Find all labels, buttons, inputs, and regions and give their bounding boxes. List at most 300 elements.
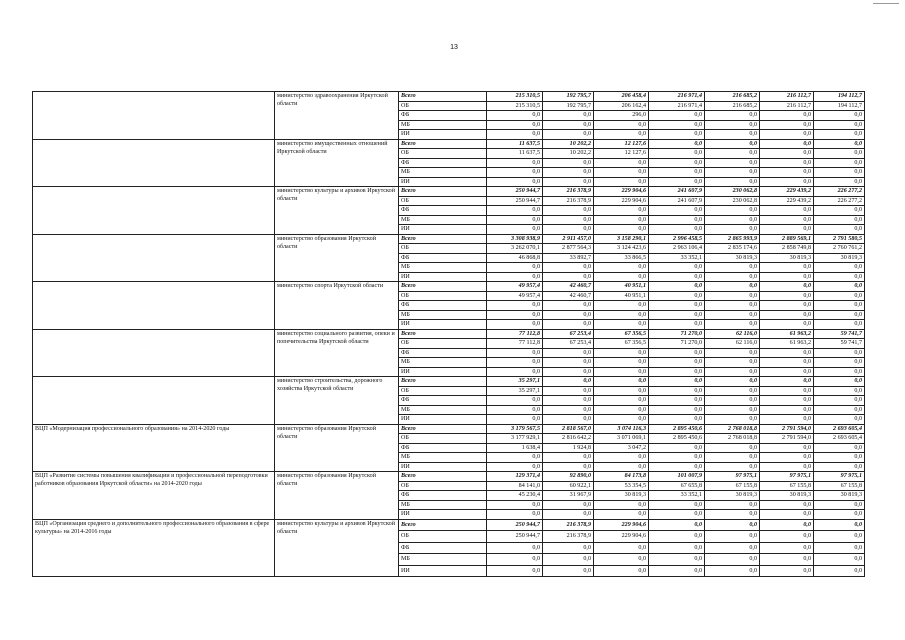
value-cell: 0,0 — [705, 510, 760, 520]
value-cell: 0,0 — [705, 377, 760, 387]
value-cell: 0,0 — [487, 272, 543, 282]
value-cell: 0,0 — [814, 358, 865, 368]
value-cell: 0,0 — [594, 177, 649, 187]
value-cell: 0,0 — [543, 111, 594, 121]
value-cell: 67 155,8 — [760, 481, 814, 491]
value-cell: 0,0 — [487, 120, 543, 130]
value-cell: 0,0 — [760, 168, 814, 178]
value-cell: 0,0 — [649, 225, 705, 235]
value-cell: 0,0 — [487, 158, 543, 168]
value-cell: 0,0 — [814, 348, 865, 358]
value-cell: 0,0 — [760, 542, 814, 554]
funding-source-cell: ОБ — [399, 434, 487, 444]
value-cell: 215 310,5 — [487, 101, 543, 111]
value-cell: 229 904,6 — [594, 196, 649, 206]
value-cell: 229 439,2 — [760, 196, 814, 206]
value-cell: 0,0 — [487, 565, 543, 577]
value-cell: 0,0 — [487, 453, 543, 463]
value-cell: 0,0 — [543, 263, 594, 273]
value-cell: 67 155,8 — [705, 481, 760, 491]
value-cell: 0,0 — [814, 130, 865, 140]
value-cell: 33 866,5 — [594, 253, 649, 263]
value-cell: 0,0 — [594, 565, 649, 577]
value-cell: 0,0 — [543, 367, 594, 377]
funding-source-cell: ФБ — [399, 206, 487, 216]
value-cell: 0,0 — [814, 396, 865, 406]
value-cell: 2 858 749,8 — [760, 244, 814, 254]
funding-source-cell: МБ — [399, 215, 487, 225]
value-cell: 0,0 — [760, 291, 814, 301]
program-cell — [33, 377, 275, 425]
funding-source-cell: ОБ — [399, 386, 487, 396]
value-cell: 0,0 — [705, 225, 760, 235]
value-cell: 0,0 — [543, 348, 594, 358]
value-cell: 0,0 — [543, 358, 594, 368]
value-cell: 0,0 — [649, 462, 705, 472]
value-cell: 49 957,4 — [487, 282, 543, 292]
value-cell: 216 378,9 — [543, 196, 594, 206]
value-cell: 3 308 938,9 — [487, 234, 543, 244]
value-cell: 0,0 — [543, 272, 594, 282]
value-cell: 0,0 — [649, 377, 705, 387]
value-cell: 0,0 — [487, 263, 543, 273]
program-cell — [33, 282, 275, 330]
value-cell: 0,0 — [487, 500, 543, 510]
program-cell — [33, 234, 275, 282]
value-cell: 59 741,7 — [814, 329, 865, 339]
value-cell: 0,0 — [760, 396, 814, 406]
value-cell: 216 685,2 — [705, 101, 760, 111]
value-cell: 0,0 — [814, 377, 865, 387]
value-cell: 216 112,7 — [760, 101, 814, 111]
value-cell: 0,0 — [705, 462, 760, 472]
funding-source-cell: ИИ — [399, 565, 487, 577]
funding-source-cell: МБ — [399, 120, 487, 130]
value-cell: 2 693 605,4 — [814, 434, 865, 444]
value-cell: 0,0 — [649, 531, 705, 543]
value-cell: 0,0 — [814, 310, 865, 320]
funding-source-cell: ИИ — [399, 272, 487, 282]
table-row — [33, 424, 865, 434]
value-cell: 0,0 — [760, 367, 814, 377]
value-cell: 97 975,1 — [760, 472, 814, 482]
value-cell: 77 112,8 — [487, 329, 543, 339]
value-cell: 0,0 — [543, 225, 594, 235]
value-cell: 0,0 — [594, 405, 649, 415]
value-cell: 216 971,4 — [649, 101, 705, 111]
value-cell: 0,0 — [705, 158, 760, 168]
value-cell: 31 967,9 — [543, 491, 594, 501]
value-cell: 0,0 — [814, 367, 865, 377]
value-cell: 0,0 — [594, 358, 649, 368]
value-cell: 12 127,6 — [594, 139, 649, 149]
value-cell: 30 819,3 — [760, 253, 814, 263]
value-cell: 0,0 — [487, 510, 543, 520]
value-cell: 0,0 — [649, 542, 705, 554]
funding-source-cell: ИИ — [399, 510, 487, 520]
value-cell: 0,0 — [649, 443, 705, 453]
value-cell: 0,0 — [649, 215, 705, 225]
value-cell: 0,0 — [814, 443, 865, 453]
executor-cell: министерство культуры и архивов Иркутской области — [275, 187, 399, 235]
value-cell: 33 892,7 — [543, 253, 594, 263]
funding-source-cell: Всего — [399, 234, 487, 244]
value-cell: 61 963,2 — [760, 339, 814, 349]
value-cell: 192 795,7 — [543, 101, 594, 111]
value-cell: 0,0 — [594, 130, 649, 140]
value-cell: 2 963 106,4 — [649, 244, 705, 254]
value-cell: 241 607,9 — [649, 187, 705, 197]
value-cell: 62 116,0 — [705, 339, 760, 349]
corner-mark — [873, 3, 899, 4]
value-cell: 0,0 — [649, 149, 705, 159]
value-cell: 3 047,2 — [594, 443, 649, 453]
funding-source-cell: МБ — [399, 554, 487, 566]
value-cell: 11 637,5 — [487, 139, 543, 149]
value-cell: 0,0 — [543, 168, 594, 178]
value-cell: 229 439,2 — [760, 187, 814, 197]
value-cell: 53 354,5 — [594, 481, 649, 491]
value-cell: 0,0 — [814, 206, 865, 216]
value-cell: 0,0 — [760, 443, 814, 453]
value-cell: 3 158 290,1 — [594, 234, 649, 244]
value-cell: 2 877 564,3 — [543, 244, 594, 254]
value-cell: 0,0 — [649, 500, 705, 510]
value-cell: 0,0 — [594, 310, 649, 320]
value-cell: 2 768 018,8 — [705, 424, 760, 434]
value-cell: 11 637,5 — [487, 149, 543, 159]
funding-source-cell: ИИ — [399, 415, 487, 425]
value-cell: 0,0 — [594, 554, 649, 566]
program-cell: ВЦП «Организация среднего и дополнительного профессионального образования в сфере культуры» на 2014-2016 годы — [33, 519, 275, 577]
value-cell: 0,0 — [487, 348, 543, 358]
value-cell: 0,0 — [594, 542, 649, 554]
value-cell: 216 378,9 — [543, 187, 594, 197]
value-cell: 0,0 — [649, 282, 705, 292]
value-cell: 229 904,6 — [594, 519, 649, 531]
value-cell: 0,0 — [649, 510, 705, 520]
value-cell: 2 996 458,5 — [649, 234, 705, 244]
value-cell: 0,0 — [487, 554, 543, 566]
value-cell: 0,0 — [705, 500, 760, 510]
funding-source-cell: ОБ — [399, 101, 487, 111]
value-cell: 33 352,1 — [649, 491, 705, 501]
value-cell: 2 791 580,5 — [814, 234, 865, 244]
funding-source-cell: ИИ — [399, 225, 487, 235]
value-cell: 0,0 — [705, 301, 760, 311]
value-cell: 0,0 — [760, 453, 814, 463]
value-cell: 206 458,4 — [594, 92, 649, 102]
value-cell: 230 062,8 — [705, 187, 760, 197]
value-cell: 0,0 — [814, 405, 865, 415]
value-cell: 0,0 — [594, 348, 649, 358]
funding-source-cell: ИИ — [399, 177, 487, 187]
value-cell: 0,0 — [705, 519, 760, 531]
value-cell: 49 957,4 — [487, 291, 543, 301]
value-cell: 30 819,3 — [760, 491, 814, 501]
value-cell: 0,0 — [705, 348, 760, 358]
value-cell: 0,0 — [487, 405, 543, 415]
value-cell: 0,0 — [649, 111, 705, 121]
value-cell: 0,0 — [760, 462, 814, 472]
value-cell: 0,0 — [814, 542, 865, 554]
value-cell: 0,0 — [705, 396, 760, 406]
value-cell: 215 310,5 — [487, 92, 543, 102]
value-cell: 0,0 — [814, 519, 865, 531]
value-cell: 0,0 — [649, 348, 705, 358]
value-cell: 0,0 — [760, 519, 814, 531]
value-cell: 0,0 — [705, 358, 760, 368]
value-cell: 10 202,2 — [543, 139, 594, 149]
executor-cell: министерство образования Иркутской области — [275, 472, 399, 520]
program-cell — [33, 139, 275, 187]
value-cell: 2 818 567,0 — [543, 424, 594, 434]
funding-source-cell: Всего — [399, 377, 487, 387]
value-cell: 2 791 594,0 — [760, 434, 814, 444]
value-cell: 1 638,4 — [487, 443, 543, 453]
value-cell: 0,0 — [487, 396, 543, 406]
value-cell: 0,0 — [649, 206, 705, 216]
value-cell: 0,0 — [705, 215, 760, 225]
value-cell: 0,0 — [705, 405, 760, 415]
funding-source-cell: МБ — [399, 405, 487, 415]
value-cell: 71 270,0 — [649, 339, 705, 349]
value-cell: 0,0 — [814, 301, 865, 311]
value-cell: 0,0 — [594, 158, 649, 168]
funding-source-cell: Всего — [399, 282, 487, 292]
value-cell: 0,0 — [594, 320, 649, 330]
funding-source-cell: Всего — [399, 187, 487, 197]
value-cell: 2 791 594,0 — [760, 424, 814, 434]
value-cell: 67 253,4 — [543, 329, 594, 339]
value-cell: 0,0 — [760, 263, 814, 273]
value-cell: 0,0 — [594, 462, 649, 472]
value-cell: 0,0 — [487, 168, 543, 178]
executor-cell: министерство образования Иркутской области — [275, 424, 399, 472]
value-cell: 33 352,1 — [649, 253, 705, 263]
funding-source-cell: Всего — [399, 472, 487, 482]
value-cell: 0,0 — [705, 263, 760, 273]
program-cell — [33, 187, 275, 235]
value-cell: 30 819,3 — [814, 253, 865, 263]
value-cell: 3 124 423,6 — [594, 244, 649, 254]
value-cell: 2 889 569,1 — [760, 234, 814, 244]
value-cell: 67 253,4 — [543, 339, 594, 349]
value-cell: 0,0 — [760, 358, 814, 368]
value-cell: 42 460,7 — [543, 291, 594, 301]
value-cell: 0,0 — [649, 263, 705, 273]
value-cell: 0,0 — [760, 139, 814, 149]
value-cell: 3 177 929,1 — [487, 434, 543, 444]
value-cell: 194 112,7 — [814, 101, 865, 111]
value-cell: 0,0 — [760, 348, 814, 358]
value-cell: 2 911 457,0 — [543, 234, 594, 244]
value-cell: 10 202,2 — [543, 149, 594, 159]
value-cell: 226 277,2 — [814, 187, 865, 197]
value-cell: 3 074 116,3 — [594, 424, 649, 434]
value-cell: 0,0 — [487, 320, 543, 330]
value-cell: 0,0 — [594, 215, 649, 225]
value-cell: 0,0 — [760, 158, 814, 168]
value-cell: 84 141,0 — [487, 481, 543, 491]
funding-source-cell: МБ — [399, 168, 487, 178]
value-cell: 0,0 — [543, 415, 594, 425]
value-cell: 0,0 — [705, 554, 760, 566]
value-cell: 0,0 — [760, 282, 814, 292]
value-cell: 0,0 — [705, 542, 760, 554]
value-cell: 0,0 — [649, 415, 705, 425]
value-cell: 0,0 — [649, 130, 705, 140]
value-cell: 0,0 — [760, 130, 814, 140]
table-body — [33, 92, 865, 577]
value-cell: 77 112,8 — [487, 339, 543, 349]
value-cell: 0,0 — [760, 565, 814, 577]
value-cell: 30 819,3 — [705, 253, 760, 263]
value-cell: 0,0 — [760, 320, 814, 330]
value-cell: 40 951,1 — [594, 291, 649, 301]
value-cell: 0,0 — [543, 206, 594, 216]
value-cell: 0,0 — [814, 282, 865, 292]
funding-source-cell: МБ — [399, 263, 487, 273]
funding-source-cell: ФБ — [399, 111, 487, 121]
value-cell: 0,0 — [649, 565, 705, 577]
value-cell: 250 944,7 — [487, 187, 543, 197]
funding-source-cell: МБ — [399, 500, 487, 510]
funding-source-cell: ФБ — [399, 301, 487, 311]
value-cell: 0,0 — [705, 443, 760, 453]
value-cell: 0,0 — [705, 386, 760, 396]
value-cell: 45 230,4 — [487, 491, 543, 501]
value-cell: 59 741,7 — [814, 339, 865, 349]
value-cell: 67 356,5 — [594, 339, 649, 349]
funding-source-cell: ФБ — [399, 348, 487, 358]
value-cell: 0,0 — [814, 215, 865, 225]
value-cell: 0,0 — [487, 367, 543, 377]
value-cell: 0,0 — [760, 111, 814, 121]
funding-source-cell: ФБ — [399, 443, 487, 453]
value-cell: 0,0 — [649, 291, 705, 301]
value-cell: 0,0 — [760, 149, 814, 159]
funding-source-cell: ОБ — [399, 196, 487, 206]
value-cell: 0,0 — [649, 120, 705, 130]
value-cell: 12 127,6 — [594, 149, 649, 159]
value-cell: 0,0 — [814, 415, 865, 425]
value-cell: 0,0 — [594, 386, 649, 396]
value-cell: 0,0 — [760, 206, 814, 216]
value-cell: 0,0 — [487, 415, 543, 425]
value-cell: 0,0 — [705, 149, 760, 159]
value-cell: 0,0 — [543, 386, 594, 396]
executor-cell: министерство культуры и архивов Иркутской области — [275, 519, 399, 577]
value-cell: 0,0 — [760, 510, 814, 520]
value-cell: 97 975,1 — [705, 472, 760, 482]
value-cell: 0,0 — [543, 120, 594, 130]
value-cell: 0,0 — [487, 177, 543, 187]
funding-source-cell: ИИ — [399, 462, 487, 472]
page-number: 13 — [450, 44, 458, 51]
value-cell: 0,0 — [705, 531, 760, 543]
executor-cell: министерство образования Иркутской области — [275, 234, 399, 282]
value-cell: 0,0 — [814, 177, 865, 187]
value-cell: 0,0 — [594, 500, 649, 510]
value-cell: 0,0 — [487, 301, 543, 311]
value-cell: 67 155,8 — [814, 481, 865, 491]
value-cell: 0,0 — [814, 320, 865, 330]
funding-source-cell: ФБ — [399, 253, 487, 263]
program-cell — [33, 329, 275, 377]
value-cell: 0,0 — [705, 139, 760, 149]
value-cell: 0,0 — [543, 542, 594, 554]
table-row — [33, 187, 865, 197]
value-cell: 71 270,0 — [649, 329, 705, 339]
value-cell: 216 378,9 — [543, 519, 594, 531]
value-cell: 0,0 — [594, 396, 649, 406]
value-cell: 0,0 — [705, 120, 760, 130]
value-cell: 97 975,1 — [814, 472, 865, 482]
value-cell: 0,0 — [760, 500, 814, 510]
value-cell: 30 819,3 — [594, 491, 649, 501]
value-cell: 250 944,7 — [487, 519, 543, 531]
value-cell: 0,0 — [543, 320, 594, 330]
value-cell: 0,0 — [543, 453, 594, 463]
value-cell: 3 179 567,5 — [487, 424, 543, 434]
value-cell: 0,0 — [594, 168, 649, 178]
value-cell: 226 277,2 — [814, 196, 865, 206]
funding-source-cell: МБ — [399, 310, 487, 320]
value-cell: 62 116,0 — [705, 329, 760, 339]
table-row — [33, 282, 865, 292]
value-cell: 0,0 — [543, 565, 594, 577]
value-cell: 0,0 — [594, 453, 649, 463]
value-cell: 0,0 — [705, 415, 760, 425]
value-cell: 0,0 — [814, 554, 865, 566]
funding-source-cell: ИИ — [399, 320, 487, 330]
funding-source-cell: Всего — [399, 92, 487, 102]
value-cell: 0,0 — [705, 320, 760, 330]
value-cell: 0,0 — [487, 206, 543, 216]
funding-source-cell: Всего — [399, 329, 487, 339]
value-cell: 35 297,1 — [487, 386, 543, 396]
value-cell: 2 816 642,2 — [543, 434, 594, 444]
value-cell: 101 007,9 — [649, 472, 705, 482]
value-cell: 0,0 — [760, 554, 814, 566]
value-cell: 67 655,8 — [649, 481, 705, 491]
value-cell: 0,0 — [649, 386, 705, 396]
value-cell: 2 760 761,2 — [814, 244, 865, 254]
value-cell: 1 924,8 — [543, 443, 594, 453]
value-cell: 0,0 — [705, 565, 760, 577]
value-cell: 0,0 — [594, 206, 649, 216]
value-cell: 0,0 — [705, 130, 760, 140]
value-cell: 0,0 — [814, 158, 865, 168]
program-cell: ВЦП «Развитие системы повышения квалификации и профессиональной переподготовки работников образования Иркутской области» на 2014-2020 годы — [33, 472, 275, 520]
value-cell: 0,0 — [543, 215, 594, 225]
value-cell: 0,0 — [487, 215, 543, 225]
value-cell: 0,0 — [543, 130, 594, 140]
value-cell: 67 356,5 — [594, 329, 649, 339]
value-cell: 0,0 — [594, 301, 649, 311]
funding-source-cell: ОБ — [399, 291, 487, 301]
value-cell: 42 460,7 — [543, 282, 594, 292]
value-cell: 2 865 993,9 — [705, 234, 760, 244]
funding-source-cell: ИИ — [399, 367, 487, 377]
value-cell: 0,0 — [760, 215, 814, 225]
value-cell: 0,0 — [760, 272, 814, 282]
funding-source-cell: МБ — [399, 453, 487, 463]
funding-source-cell: ОБ — [399, 481, 487, 491]
value-cell: 0,0 — [649, 301, 705, 311]
value-cell: 194 112,7 — [814, 92, 865, 102]
